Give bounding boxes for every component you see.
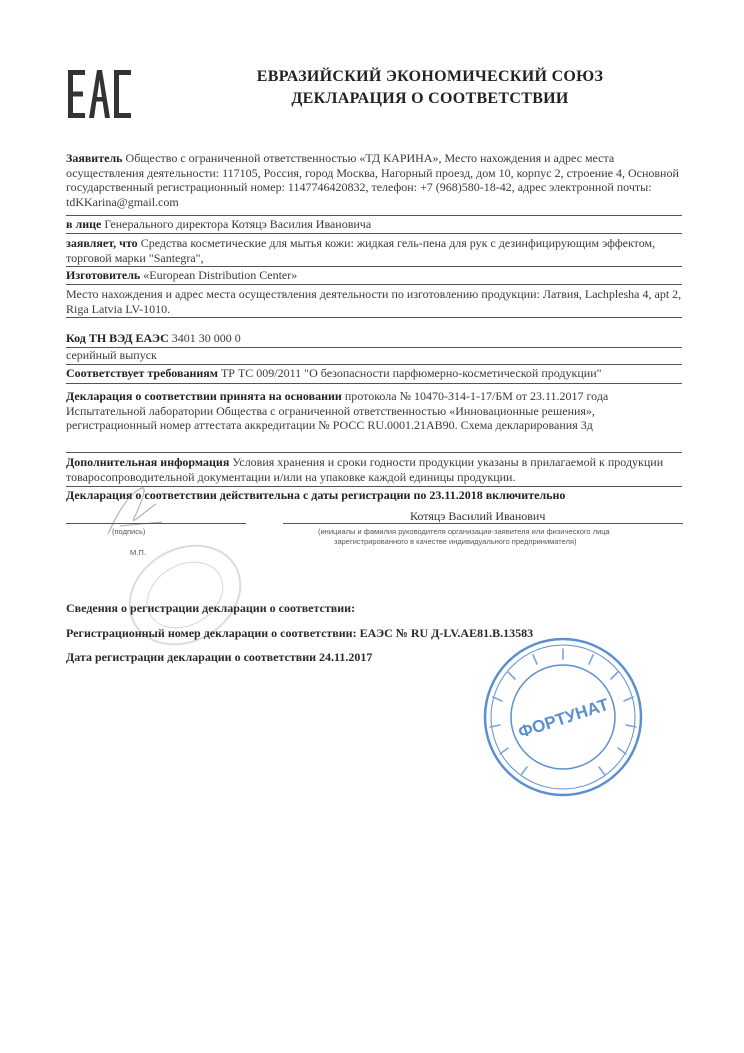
basis-text: протокола № 10470-314-1-17/БМ от 23.11.2017 года Испытательной лаборатории Общества с ограниченной ответственностью «Инновационные решения», регистрационный номер аттестата аккредитации № РОСС RU.0001.21АВ90. Схема декларирования 3д xyxy=(66,389,609,433)
signer-name: Котяцэ Василий Иванович xyxy=(410,509,546,523)
serial-text: серийный выпуск xyxy=(66,348,157,362)
stamp-center-text: ФОРТУНАТ xyxy=(515,694,612,742)
registration-number: Регистрационный номер декларации о соответствии: ЕАЭС № RU Д-LV.АЕ81.В.13583 xyxy=(66,626,534,640)
manufacturer-text: «European Distribution Center» xyxy=(140,268,298,282)
signature-line xyxy=(66,523,246,524)
fortunat-stamp xyxy=(478,632,648,802)
applicant-label: Заявитель xyxy=(66,151,123,165)
additional-text: Условия хранения и сроки годности продукции указаны в прилагаемой к продукции товаросопроводительной документации и/или на упаковке каждой единицы продукции. xyxy=(66,455,664,484)
person-text: Генерального директора Котяцэ Василия Ивановича xyxy=(101,217,372,231)
divider xyxy=(66,364,682,365)
declares-block xyxy=(66,236,682,265)
applicant-block xyxy=(66,151,682,209)
code-text: 3401 30 000 0 xyxy=(168,331,241,345)
divider xyxy=(66,317,682,318)
name-line xyxy=(283,523,683,524)
applicant-text: Общество с ограниченной ответственностью «ТД КАРИНА», Место нахождения и адрес места осуществления деятельности: 117105, Россия, город Москва, Нагорный проезд, дом 10, корпус 2, строение 4, Основной государственный регистрационный номер: 1147746420832, телефон: +7 (968)580-18-42, адрес электронной почты: tdKKarina@gmail.com xyxy=(66,151,679,209)
divider xyxy=(66,266,682,267)
manufacturer-block xyxy=(66,268,682,283)
manufacturer-address: Место нахождения и адрес места осуществления деятельности по изготовлению продукции: Латвия, Lachplesha 4, apt 2, Riga Latvia LV-1010. xyxy=(66,287,682,316)
registration-date: Дата регистрации декларации о соответствии 24.11.2017 xyxy=(66,650,373,664)
document-header xyxy=(150,66,710,110)
conforms-label: Соответствует требованиям xyxy=(66,366,218,380)
eac-logo xyxy=(66,66,134,122)
name-caption-2: зарегистрированного в качестве индивидуального предпринимателя) xyxy=(334,537,577,546)
basis-label: Декларация о соответствии принята на основании xyxy=(66,389,342,403)
divider xyxy=(66,383,682,384)
divider xyxy=(66,284,682,285)
mp-label: М.П. xyxy=(130,548,146,557)
basis-block xyxy=(66,389,682,433)
validity-text: Декларация о соответствии действительна с даты регистрации по 23.11.2018 включительно xyxy=(66,488,566,502)
declares-label: заявляет, что xyxy=(66,236,138,250)
manufacturer-label: Изготовитель xyxy=(66,268,141,282)
person-block xyxy=(66,217,682,232)
divider xyxy=(66,452,682,453)
declares-text: Средства косметические для мытья кожи: жидкая гель-пена для рук с дезинфицирующим эффектом, торговой марки "Santegra", xyxy=(66,236,656,265)
signature-caption: (подпись) xyxy=(112,527,146,536)
additional-label: Дополнительная информация xyxy=(66,455,230,469)
divider xyxy=(66,233,682,234)
name-caption-1: (инициалы и фамилия руководителя организации-заявителя или физического лица xyxy=(318,527,610,536)
person-label: в лице xyxy=(66,217,102,231)
conforms-text: ТР ТС 009/2011 "О безопасности парфюмерно-косметической продукции" xyxy=(217,366,602,380)
divider xyxy=(66,215,682,216)
header-title: ДЕКЛАРАЦИЯ О СООТВЕТСТВИИ xyxy=(291,90,569,107)
additional-block xyxy=(66,455,682,484)
conforms-block xyxy=(66,366,682,381)
header-union: ЕВРАЗИЙСКИЙ ЭКОНОМИЧЕСКИЙ СОЮЗ xyxy=(256,68,604,85)
code-label: Код ТН ВЭД ЕАЭС xyxy=(66,331,169,345)
registration-title: Сведения о регистрации декларации о соответствии: xyxy=(66,601,356,615)
code-block xyxy=(66,331,682,346)
